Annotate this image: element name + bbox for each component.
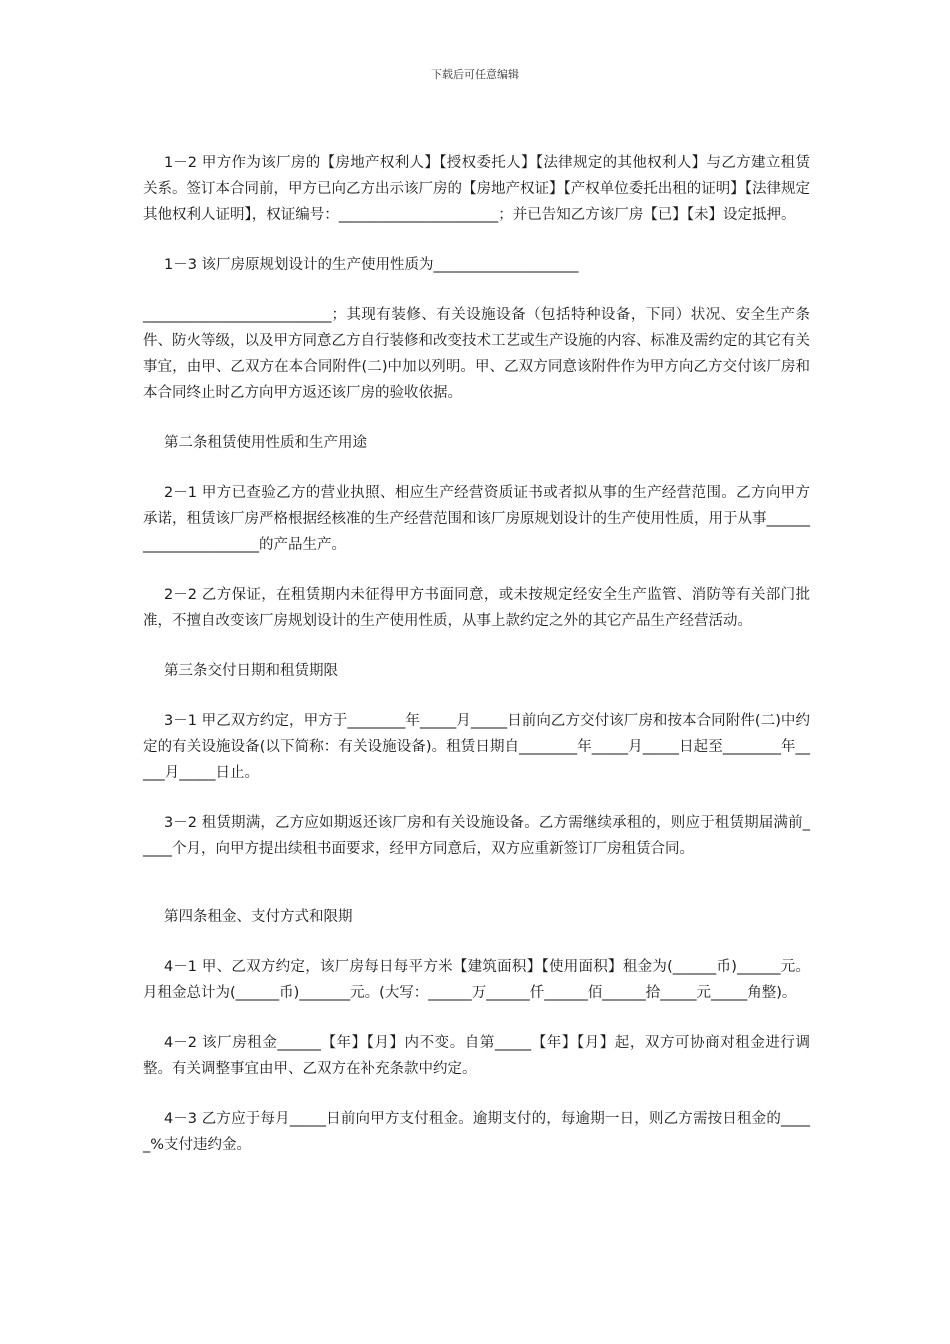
clause-1-3-continuation: __________________________；其现有装修、有关设施设备（包括特种设备，下同）状况、安全生产条件、防火等级，以及甲方同意乙方自行装修和改变技术工艺或生产设施的内容、标准及需约定的其它有关事宜，由甲、乙双方在本合同附件(二)中加以列明。甲、乙双方同意该附件作为甲方向乙方交付该厂房和本合同终止时乙方向甲方返还该厂房的验收依据。 [143, 307, 810, 401]
document-body [143, 150, 810, 1182]
clause-2-1: 2－1 甲方已查验乙方的营业执照、相应生产经营资质证书或者拟从事的生产经营范围。乙方向甲方承诺，租赁该厂房严格根据经核准的生产经营范围和该厂房原规划设计的生产使用性质，用于从事______________________的产品生产。 [143, 485, 810, 553]
page-header: 下载后可任意编辑 [431, 68, 519, 81]
clause-4-1: 4－1 甲、乙双方约定，该厂房每日每平方米【建筑面积】【使用面积】租金为(______币)______元。月租金总计为(______币)_______元。(大写：______万______仟______佰______拾_____元_____角整)。 [143, 959, 810, 1001]
article-2-heading: 第二条租赁使用性质和生产用途 [164, 435, 367, 451]
clause-4-2: 4－2 该厂房租金______【年】【月】内不变。自第_____【年】【月】起，双方可协商对租金进行调整。有关调整事宜由甲、乙双方在补充条款中约定。 [143, 1035, 810, 1077]
clause-1-3: 1－3 该厂房原规划设计的生产使用性质为____________________ [164, 257, 579, 273]
clause-2-2: 2－2 乙方保证，在租赁期内未征得甲方书面同意，或未按规定经安全生产监管、消防等有关部门批准，不擅自改变该厂房规划设计的生产使用性质，从事上款约定之外的其它产品生产经营活动。 [143, 587, 810, 629]
article-4-heading: 第四条租金、支付方式和限期 [164, 909, 353, 925]
clause-1-2: 1－2 甲方作为该厂房的【房地产权利人】【授权委托人】【法律规定的其他权利人】与乙方建立租赁关系。签订本合同前，甲方已向乙方出示该厂房的【房地产权证】【产权单位委托出租的证明】【法律规定其他权利人证明】，权证编号：______________________；并已告知乙方该厂房【已】【未】设定抵押。 [143, 155, 810, 223]
clause-3-2: 3－2 租赁期满，乙方应如期返还该厂房和有关设施设备。乙方需继续承租的，则应于租赁期届满前_____个月，向甲方提出续租书面要求，经甲方同意后，双方应重新签订厂房租赁合同。 [143, 815, 810, 857]
article-3-heading: 第三条交付日期和租赁期限 [164, 663, 338, 679]
clause-3-1: 3－1 甲乙双方约定，甲方于________年_____月_____日前向乙方交付该厂房和按本合同附件(二)中约定的有关设施设备(以下简称：有关设施设备)。租赁日期自________年_____月_____日起至________年_____月_____日止。 [143, 713, 810, 781]
clause-4-3: 4－3 乙方应于每月_____日前向甲方支付租金。逾期支付的，每逾期一日，则乙方需按日租金的_____%支付违约金。 [143, 1111, 810, 1153]
